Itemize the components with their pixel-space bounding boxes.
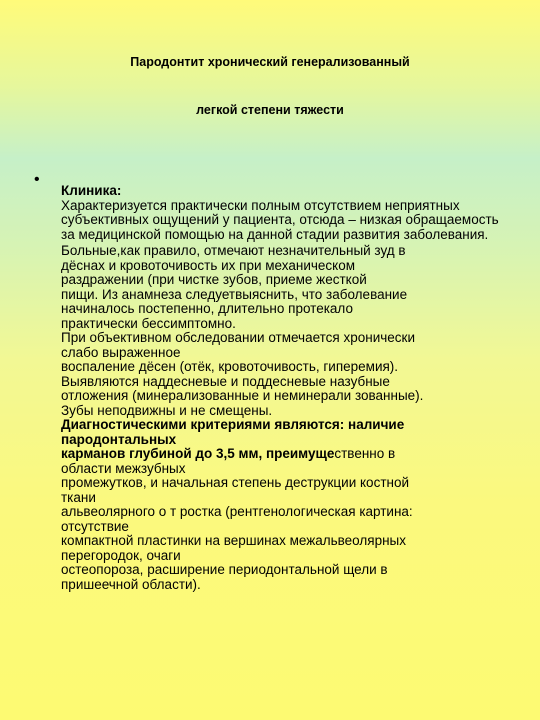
- diagnostic-criteria-heading-cont: пародонтальных: [61, 431, 177, 447]
- diagnostic-line: компактной пластинки на вершинах межальвеолярных: [61, 533, 407, 548]
- paragraph-2-line: раздражении (при чистке зубов, приеме жесткой: [61, 272, 367, 287]
- diagnostic-line: остеопороза, расширение периодонтальной щели в: [61, 562, 388, 577]
- title-line-2: легкой степени тяжести: [196, 103, 344, 117]
- diagnostic-line: области межзубных: [61, 460, 186, 476]
- paragraph-2-line: дёснах и кровоточивость их при механическом: [61, 257, 355, 273]
- bullet-marker: •: [34, 171, 40, 188]
- paragraph-2-line: начиналось постепенно, длительно протекало: [61, 301, 353, 316]
- paragraph-3-line: воспаление дёсен (отёк, кровоточивость, гиперемия).: [61, 359, 399, 374]
- clinic-label: Клиника:: [61, 183, 122, 198]
- title-line-1: Пародонтит хронический генерализованный: [130, 55, 410, 69]
- diagnostic-criteria-line: [61, 447, 511, 462]
- paragraph-2-line: практически бессимптомно.: [61, 315, 236, 331]
- paragraph-2-line: пищи. Из анамнеза следуетвыяснить, что заболевание: [61, 286, 408, 302]
- paragraph-3-line: отложения (минерализованные и неминерали зованные).: [61, 388, 424, 403]
- paragraph-2-line: Больные,как правило, отмечают незначительный зуд в: [61, 243, 406, 258]
- content-body: [61, 184, 511, 592]
- diagnostic-line: альвеолярного о т ростка (рентгенологическая картина:: [61, 504, 413, 519]
- paragraph-3-line: При объективном обследовании отмечается хронически: [61, 330, 415, 345]
- diagnostic-line: перегородок, очаги: [61, 547, 181, 563]
- diagnostic-line: пришеечной области).: [61, 576, 201, 592]
- paragraph-3-line: слабо выраженное: [61, 344, 181, 360]
- diagnostic-line: ткани: [61, 489, 96, 505]
- diagnostic-bold-span: карманов глубиной до 3,5 мм, преимуще: [61, 446, 335, 461]
- diagnostic-line: отсутствие: [61, 518, 129, 534]
- paragraph-1: Характеризуется практически полным отсутствием неприятных субъективных ощущений у пациента, отсюда – низкая обращаемость за медицинской помощью на данной стадии развития заболевания.: [61, 197, 499, 242]
- paragraph-3-line: Зубы неподвижны и не смещены.: [61, 402, 273, 418]
- diagnostic-criteria-heading: Диагностическими критериями являются: наличие: [61, 417, 405, 432]
- paragraph-3-line: Выявляются наддесневые и поддесневые назубные: [61, 373, 390, 389]
- diagnostic-rest-span: ственно в: [334, 446, 396, 461]
- diagnostic-line: промежутков, и начальная степень деструкции костной: [61, 475, 410, 490]
